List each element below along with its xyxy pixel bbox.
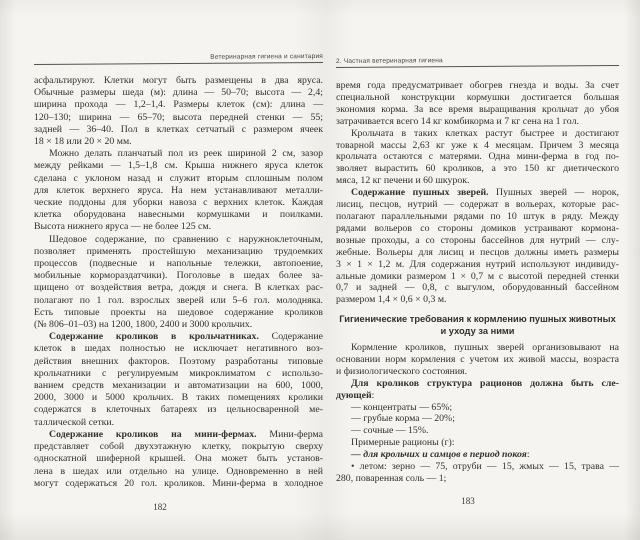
page-number-left: 182 — [153, 502, 167, 512]
text-run: для клеток верхнего яруса. На нем устанавливают металли- — [34, 184, 323, 196]
text-run: время года предусматривает обогрев гнезда и воды. За счет — [336, 80, 619, 91]
text-run: — для крольчих и самцов в период покоя — [351, 449, 527, 461]
text-run: ширина прохода — 1,2–1,4. Размеры клеток (см): длина — — [34, 99, 323, 111]
text-line — [336, 235, 619, 247]
text-line — [34, 173, 323, 185]
text-run: сделана с уклоном назад и служит вторым сплошным полом — [34, 172, 323, 184]
text-line — [336, 402, 619, 414]
text-line — [34, 258, 323, 270]
text-line — [34, 99, 323, 111]
text-line — [34, 380, 323, 392]
paragraph — [336, 342, 619, 378]
paragraph — [34, 429, 323, 490]
text-run: процессов (подвесные и напольные тележки, автопоение, — [34, 258, 323, 270]
text-line — [336, 461, 619, 473]
text-line — [34, 221, 323, 233]
text-run: лисиц, песцов, нутрий — содержат в вольерах, которые рас- — [336, 199, 619, 211]
text-run: задней — 36–40. Пол в клетках сетчатый с размером ячеек — [34, 123, 323, 135]
text-run: Крольчата в таких клетках растут быстрее и достигают — [351, 127, 619, 139]
text-run: 120–130; ширина — 65–70; высота передней стенки — 55; — [34, 111, 323, 123]
text-run: — сочные — 15%. — [351, 425, 429, 437]
paragraph — [34, 331, 323, 429]
text-line — [336, 187, 619, 199]
text-line — [336, 473, 619, 485]
text-line — [34, 112, 323, 124]
text-run: основании норм кормления с учетом их живой массы, возраста — [336, 353, 619, 365]
text-run: представляет собой двухэтажную клетку, покрытую сверху — [34, 441, 323, 453]
paragraph — [336, 80, 619, 128]
page-right — [336, 58, 619, 485]
text-run: рядами вольеров со стороны домиков устраивают кормона- — [336, 222, 619, 234]
page-left-body — [34, 75, 323, 490]
text-run: жебные. Вольеры для лисиц и песцов должны иметь размеры — [336, 246, 619, 258]
text-run: альные домики размером 1 × 0,7 м с высотой передней стенки — [336, 270, 619, 282]
text-run: : — [371, 389, 375, 401]
text-line — [336, 390, 619, 402]
text-line — [336, 326, 619, 338]
text-run: зволяет вырастить 60 кроликов, а это 150 кг диетического — [336, 163, 619, 175]
text-run: крольчата остаются с матерями. Одна мини-ферма в год по- — [336, 151, 619, 163]
text-run: Кормление кроликов, пушных зверей организовывают на — [351, 342, 619, 354]
text-run: содержатся в клеточных батареях из цельносваренной ме- — [34, 404, 323, 416]
text-line — [336, 199, 619, 211]
text-run: ванием средств механизации и автоматизации на 600, 1000, — [34, 380, 323, 392]
text-line — [34, 197, 323, 209]
text-run: 18 × 18 или 20 × 20 мм. — [34, 136, 132, 148]
text-run: Мини-ферма — [256, 428, 323, 440]
text-line — [34, 319, 323, 331]
text-run: — грубые корма — 20%; — [351, 413, 455, 425]
text-line — [34, 295, 323, 307]
text-run: ческие поддоны для уборки навоза с верхних клеток. Каждая — [34, 197, 323, 209]
text-line — [34, 75, 323, 87]
text-line — [336, 140, 619, 152]
text-run: позволяет применять простейшую механизацию трудоемких — [34, 245, 323, 257]
text-line — [336, 271, 619, 283]
text-run: Есть типовые проекты на шедовое содержание кроликов — [34, 306, 323, 318]
text-line — [336, 282, 619, 294]
paragraph — [336, 187, 619, 306]
text-line — [34, 368, 323, 380]
text-run: дующей — [336, 389, 372, 401]
text-line — [34, 185, 323, 197]
text-line — [34, 404, 323, 416]
text-line — [336, 92, 619, 104]
text-line — [34, 209, 323, 221]
text-line — [34, 392, 323, 404]
text-line — [336, 413, 619, 425]
text-run: 0,7 и задней — 0,8, с выгулом, оборудованный бассейном — [336, 282, 619, 294]
paragraph — [336, 378, 619, 485]
text-run: односкатной шиферной крышей. Она может быть установ- — [34, 453, 323, 465]
text-line — [34, 148, 323, 160]
text-line — [336, 151, 619, 163]
text-run: • летом: зерно — 75, отруби — 15, жмых — 15, трава — — [351, 461, 619, 473]
text-run: (№ 806–01–03) на 1200, 1800, 2400 и 3000 крольчих. — [34, 319, 253, 331]
text-line — [34, 429, 323, 441]
paragraph — [336, 128, 619, 188]
text-run: Можно делать планчатый пол из реек шириной 2 см, зазор — [49, 148, 323, 160]
text-run: Гигиенические требования к кормлению пушных животных — [339, 314, 616, 325]
text-run: Содержание пушных зверей. — [351, 187, 489, 199]
page-number-right: 183 — [461, 496, 475, 506]
text-line — [336, 437, 619, 449]
text-line — [336, 449, 619, 461]
text-line — [336, 223, 619, 235]
text-line — [34, 234, 323, 246]
text-run: размером 1,4 × 0,6 × 0,3 м. — [336, 294, 447, 306]
text-line — [34, 282, 323, 294]
text-run: щищено от воздействия ветра, дождя и снега. В клетках рас- — [34, 282, 323, 294]
text-line — [336, 104, 619, 116]
text-run: крольчатники с регулируемым микроклиматом с использо- — [34, 367, 323, 379]
text-line — [336, 354, 619, 366]
text-run: асфальтируют. Клетки могут быть размещены в два яруса. — [34, 75, 323, 86]
text-run: действия внешних факторов. Поэтому разработаны типовые — [34, 355, 323, 367]
text-line — [336, 128, 619, 140]
text-line — [34, 331, 323, 343]
text-run: Примерные рационы (г): — [351, 437, 455, 449]
text-run: таллической сетки. — [34, 416, 115, 428]
text-run: Для кроликов структура рационов должна быть сле- — [351, 377, 619, 389]
text-line — [336, 116, 619, 128]
text-run: Содержание — [258, 331, 323, 343]
text-line — [34, 441, 323, 453]
text-line — [34, 343, 323, 355]
text-run: мяса, 12 кг печени и 60 шкурок. — [336, 175, 470, 187]
text-line — [34, 270, 323, 282]
text-run: Содержание кроликов в крольчатниках. — [49, 331, 259, 343]
text-run: Обычные размеры шеда (м): длина — 50–70; высота — 2,4; — [34, 87, 323, 99]
text-line — [336, 259, 619, 271]
text-run: могут содержаться 20 гол. кроликов. Мини-ферма в холодное — [34, 477, 323, 489]
text-run: : — [526, 449, 530, 461]
text-line — [34, 356, 323, 368]
text-line — [34, 87, 323, 99]
text-run: и уходу за ними — [440, 326, 515, 337]
paragraph — [34, 148, 323, 233]
text-line — [34, 124, 323, 136]
page-right-body — [336, 80, 619, 485]
text-run: 280, поваренная соль — 1; — [336, 473, 447, 484]
running-head-right: 2. Частная ветеринарная гигиена — [336, 56, 619, 68]
text-run: между рейками — 1,5–1,8 см. Крыша нижнего яруса клеток — [34, 160, 323, 172]
text-line — [336, 80, 619, 92]
text-line — [34, 136, 323, 148]
text-run: лена в шедах или отдельно на улице. Одновременно в ней — [34, 465, 323, 477]
text-run: клеток в шедах полностью не исключает негативного воз- — [34, 343, 323, 355]
text-line — [336, 163, 619, 175]
text-run: полагают по 1 гол. взрослых зверей или 5–6 гол. молодняка. — [34, 294, 323, 306]
text-run: Содержание кроликов на мини-фермах. — [49, 428, 257, 440]
text-run: Высота нижнего яруса — не более 125 см. — [34, 221, 212, 233]
paragraph — [34, 75, 323, 148]
text-line — [336, 294, 619, 306]
text-run: Пушных зверей — норок, — [488, 187, 619, 199]
text-run: 3 × 1 × 1,2 м. Для содержания нутрий используют индивиду- — [336, 258, 619, 270]
text-line — [336, 342, 619, 354]
text-run: и физиологического состояния. — [336, 365, 468, 377]
text-line — [34, 478, 323, 490]
text-run: — концентраты — 65%; — [351, 401, 453, 413]
text-run: возные проходы, а со стороны бассейнов для нутрий — слу- — [336, 234, 619, 246]
text-line — [336, 175, 619, 187]
text-run: экономия корма. За все время выращивания крольчат до убоя — [336, 103, 619, 115]
text-line — [336, 366, 619, 378]
text-line — [336, 378, 619, 390]
text-line — [34, 307, 323, 319]
section-heading — [336, 314, 619, 338]
text-line — [34, 453, 323, 465]
text-run: клетка оборудована навесными кормушками и поилками. — [34, 209, 323, 221]
text-run: специальной конструкции кормушки достигается большая — [336, 91, 619, 103]
text-line — [336, 211, 619, 223]
text-line — [34, 466, 323, 478]
text-run: полагают параллельными рядами по 10 штук в ряду. Между — [336, 210, 619, 222]
text-line — [34, 160, 323, 172]
text-run: мобильные кормораздатчики). Поголовье в шедах более за- — [34, 270, 323, 282]
text-line — [336, 247, 619, 259]
text-run: 2000, 3000 и 5000 крольчих. В таких помещениях кролики — [34, 392, 323, 404]
text-run: Шедовое содержание, по сравнению с наружноклеточным, — [49, 233, 323, 245]
paragraph — [34, 234, 323, 332]
text-line — [336, 314, 619, 326]
text-line — [34, 246, 323, 258]
text-line — [34, 417, 323, 429]
text-run: затрачивается всего 14 кг комбикорма и 7 кг сена на 1 гол. — [336, 115, 579, 127]
text-run: товарной массы 2,63 кг уже к 4 месяцам. Причем 3 месяца — [336, 139, 619, 151]
page-left — [34, 52, 324, 490]
running-head-left: Ветеринарная гигиена и санитария — [34, 53, 323, 65]
text-line — [336, 425, 619, 437]
